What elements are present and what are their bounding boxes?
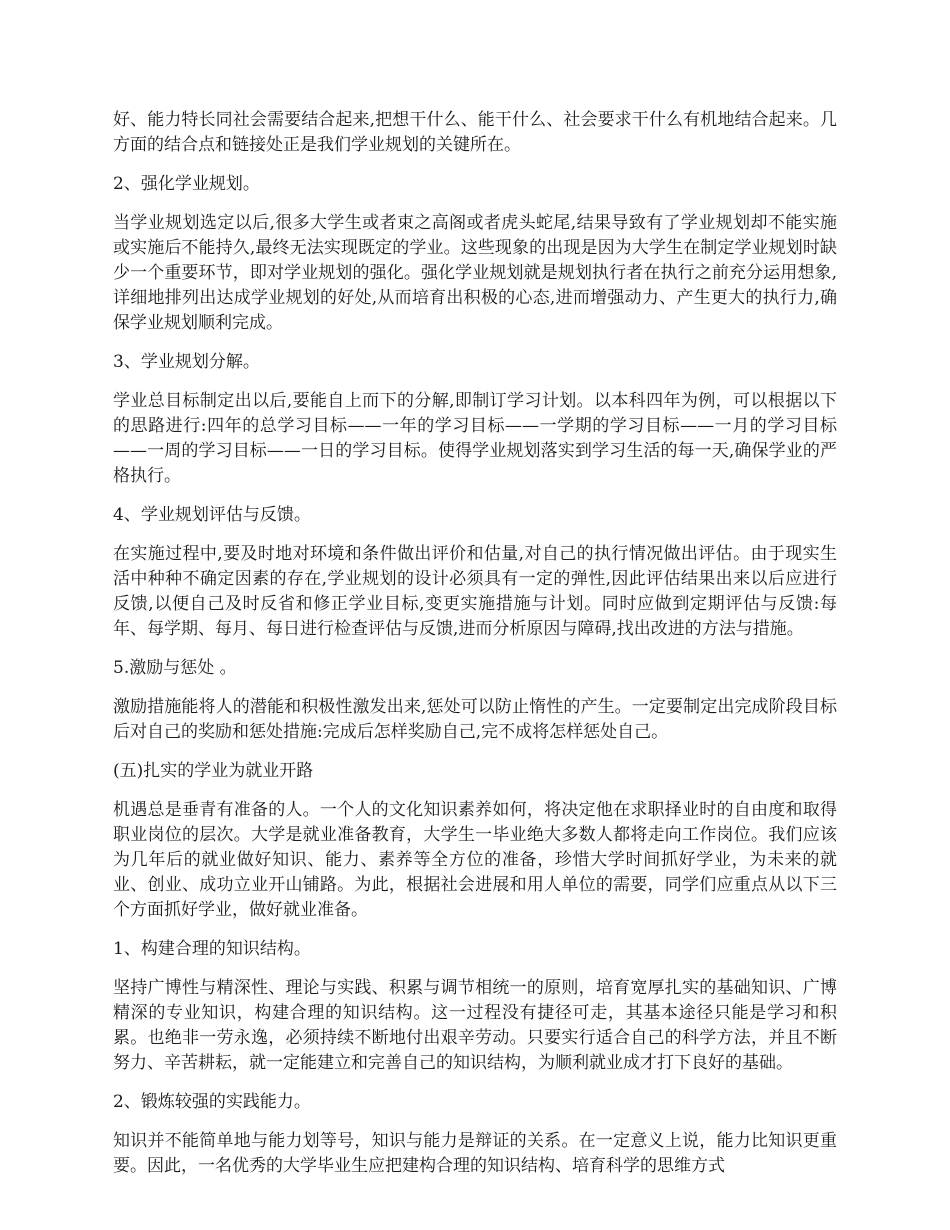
paragraph-incentive-penalty: 激励措施能将人的潜能和积极性激发出来,惩处可以防止惰性的产生。一定要制定出完成阶段目标后对自己的奖励和惩处措施:完成后怎样奖励自己,完不成将怎样惩处自己。: [113, 697, 837, 742]
paragraph-evaluation-feedback: 在实施过程中,要及时地对环境和条件做出评价和估量,对自己的执行情况做出评估。由于现实生活中种种不确定因素的存在,学业规划的设计必须具有一定的弹性,因此评估结果出来以后应进行反馈,以便自己及时反省和修正学业目标,变更实施措施与计划。同时应做到定期评估与反馈:每年、每学期、每月、每日进行检查评估与反馈,进而分析原因与障碍,找出改进的方法与措施。: [113, 544, 837, 639]
paragraph-practical-ability: 知识并不能简单地与能力划等号，知识与能力是辩证的关系。在一定意义上说，能力比知识更重要。因此，一名优秀的大学毕业生应把建构合理的知识结构、培育科学的思维方式: [113, 1131, 837, 1176]
paragraph-strengthen-plan: 当学业规划选定以后,很多大学生或者束之高阁或者虎头蛇尾,结果导致有了学业规划却不能实施或实施后不能持久,最终无法实现既定的学业。这些现象的出现是因为大学生在制定学业规划时缺少一个重要环节，即对学业规划的强化。强化学业规划就是规划执行者在执行之前充分运用想象,详细地排列出达成学业规划的好处,从而培育出积极的心态,进而增强动力、产生更大的执行力,确保学业规划顺利完成。: [113, 213, 837, 333]
paragraph-plan-decomposition: 学业总目标制定出以后,要能自上而下的分解,即制订学习计划。以本科四年为例，可以根据以下的思路进行:四年的总学习目标——一年的学习目标——一学期的学习目标——一月的学习目标——一周的学习目标——一日的学习目标。使得学业规划落实到学习生活的每一天,确保学业的严格执行。: [113, 391, 837, 486]
heading-incentive-penalty: 5.激励与惩处 。: [113, 658, 237, 678]
heading-plan-decomposition: 3、学业规划分解。: [113, 352, 260, 372]
heading-evaluation-feedback: 4、学业规划评估与反馈。: [113, 505, 311, 525]
heading-section-five: (五)扎实的学业为就业开路: [113, 761, 314, 781]
paragraph-section-five: 机遇总是垂青有准备的人。一个人的文化知识素养如何，将决定他在求职择业时的自由度和取得职业岗位的层次。大学是就业准备教育，大学生一毕业绝大多数人都将走向工作岗位。我们应该为几年后的就业做好知识、能力、素养等全方位的准备，珍惜大学时间抓好学业，为未来的就业、创业、成功立业开山铺路。为此，根据社会进展和用人单位的需要，同学们应重点从以下三个方面抓好学业，做好就业准备。: [113, 800, 837, 920]
heading-practical-ability: 2、锻炼较强的实践能力。: [113, 1092, 311, 1112]
heading-strengthen-plan: 2、强化学业规划。: [113, 174, 260, 194]
paragraph-knowledge-structure: 坚持广博性与精深性、理论与实践、积累与调节相统一的原则，培育宽厚扎实的基础知识、广博精深的专业知识，构建合理的知识结构。这一过程没有捷径可走，其基本途径只能是学习和积累。也绝非一劳永逸，必须持续不断地付出艰辛劳动。只要实行适合自己的科学方法，并且不断努力、辛苦耕耘，就一定能建立和完善自己的知识结构，为顺利就业成才打下良好的基础。: [113, 978, 837, 1073]
paragraph-knowledge-integration: 好、能力特长同社会需要结合起来,把想干什么、能干什么、社会要求干什么有机地结合起来。几方面的结合点和链接处正是我们学业规划的关键所在。: [113, 110, 837, 155]
heading-knowledge-structure: 1、构建合理的知识结构。: [113, 939, 311, 959]
